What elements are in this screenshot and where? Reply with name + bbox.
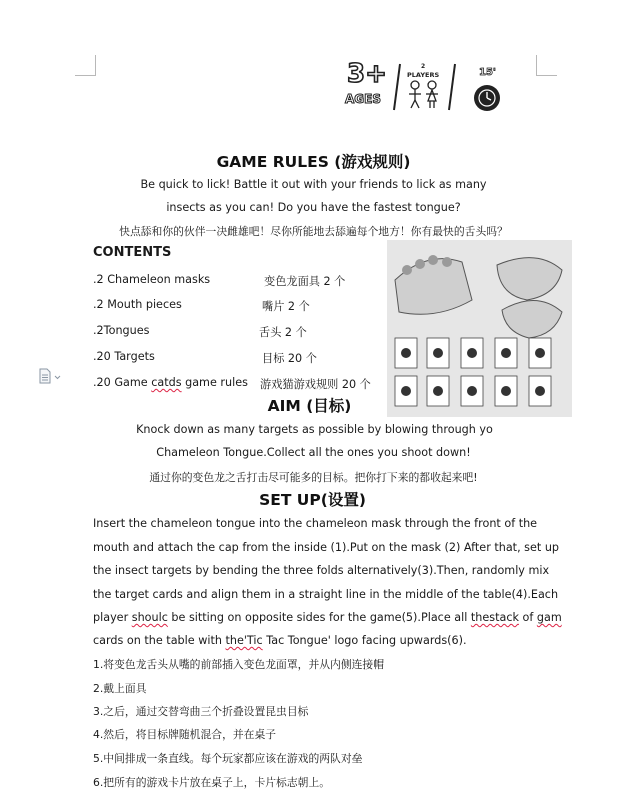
spelling-error-mark: catds [151,376,182,389]
page-corner-mark-top-right [536,55,557,76]
intro-line-3-cn: 快点舔和你的伙伴一决雌雄吧！尽你所能地去舔遍每个地方！你有最快的舌头吗？ [119,225,508,238]
players-count: 2 [421,63,426,70]
contents-item-5-cn: 游戏猫游戏规则 20 个 [260,378,371,391]
product-contents-photo [387,240,572,417]
setup-step-cn-5: 5.中间排成一条直线。每个玩家都应该在游戏的两队对垒 [93,752,363,765]
contents-item-3-cn: 舌头 2 个 [259,326,307,339]
setup-line-5-mid: be sitting on opposite sides for the game(5).Place all [167,611,471,624]
players-label: PLAYERS [407,71,440,79]
spelling-error-mark: thestack [470,611,519,624]
product-info-badge [337,50,517,122]
contents-item-5-en-post: game rules [181,376,248,389]
aim-line-1: Knock down as many targets as possible by blowing through yo [136,423,493,436]
setup-line-5-pre: player [93,611,132,624]
aim-line-2: Chameleon Tongue.Collect all the ones you shoot down! [156,446,471,459]
setup-step-cn-4: 4.然后，将目标牌随机混合，并在桌子 [93,728,277,741]
setup-line-1: Insert the chameleon tongue into the chameleon mask through the front of the [93,517,538,530]
spelling-error-mark: the'Tic [225,634,263,647]
contents-item-1-cn: 变色龙面具 2 个 [264,275,346,288]
age-badge-text: 3+ [347,59,387,89]
aim-heading: AIM (目标) [267,397,352,415]
setup-step-cn-2: 2.戴上面具 [93,682,147,695]
players-icon [409,81,438,108]
time-label: 15' [479,67,496,78]
timer-icon [474,85,500,111]
document-side-icon[interactable] [38,368,64,384]
contents-heading: CONTENTS [93,245,172,260]
setup-line-2: mouth and attach the cap from the inside (1).Put on the mask (2) After that, set up [93,541,560,554]
contents-item-1-en: .2 Chameleon masks [93,273,211,286]
contents-item-5-en-pre: .20 Game [93,376,152,389]
setup-line-3: the insect targets by bending the three folds alternatively(3).Then, randomly mix [93,564,550,577]
setup-heading: SET UP(设置) [259,491,366,509]
setup-step-cn-3: 3.之后，通过交替弯曲三个折叠设置昆虫目标 [93,705,309,718]
page-title: GAME RULES (游戏规则) [216,153,411,171]
setup-line-4: the target cards and align them in a straight line in the middle of the table(4).Each [93,588,559,601]
setup-line-6 [93,634,467,647]
setup-line-5-mid2: of [518,611,537,624]
intro-line-2: insects as you can! Do you have the fastest tongue? [166,201,461,214]
setup-line-6-pre: cards on the table with [93,634,226,647]
contents-item-5-en [93,376,248,389]
intro-line-1: Be quick to lick! Battle it out with your friends to lick as many [140,178,487,191]
contents-item-2-cn: 嘴片 2 个 [262,300,310,313]
contents-item-4-en: .20 Targets [93,350,155,363]
contents-item-3-en: .2Tongues [93,324,150,337]
page-corner-mark-top-left [75,55,96,76]
aim-line-3-cn: 通过你的变色龙之舌打击尽可能多的目标。把你打下来的都收起来吧! [149,471,478,484]
setup-line-5 [93,611,562,624]
setup-step-cn-6: 6.把所有的游戏卡片放在桌子上，卡片标志朝上。 [93,776,331,789]
ages-label: AGES [345,92,381,106]
setup-step-cn-1: 1.将变色龙舌头从嘴的前部插入变色龙面罩，并从内侧连接帽 [93,658,385,671]
contents-item-4-cn: 目标 20 个 [262,352,317,365]
spelling-error-mark: shoulc [131,611,168,624]
contents-item-2-en: .2 Mouth pieces [93,298,182,311]
setup-line-6-post: Tac Tongue' logo facing upwards(6). [262,634,467,647]
spelling-error-mark: gam [536,611,562,624]
